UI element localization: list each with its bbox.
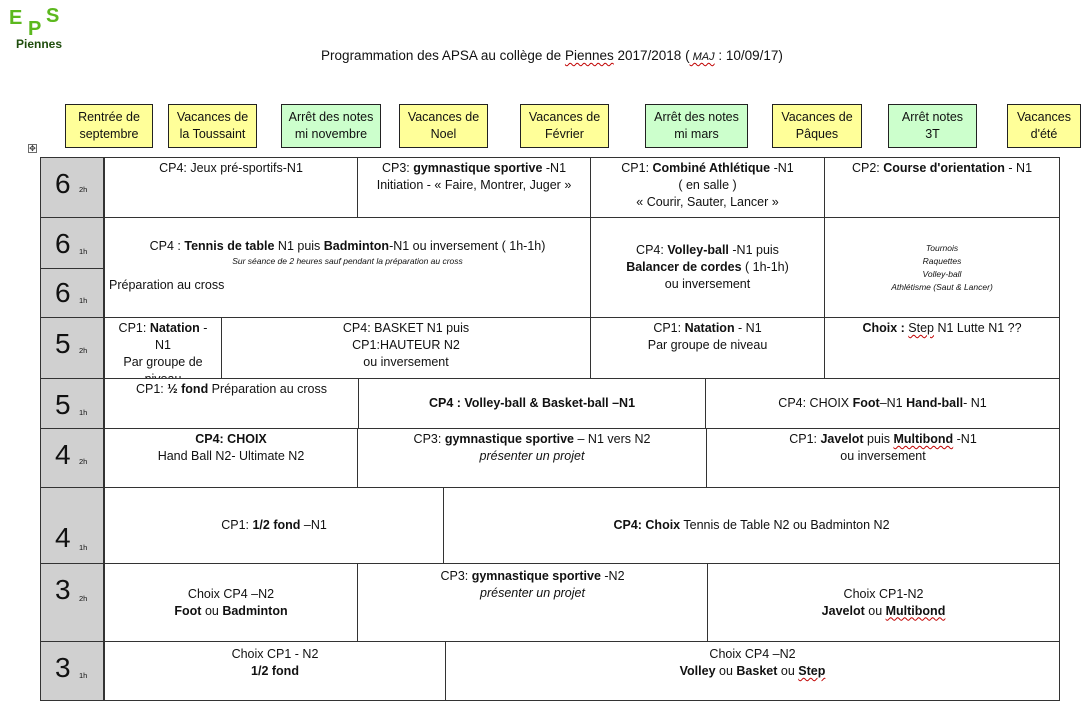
logo-letter-p: P [28, 18, 42, 40]
row-3-1h [40, 641, 1060, 701]
activity-cell: CP1: ½ fond Préparation au cross [104, 378, 359, 429]
grade-cell: 4 1h [40, 487, 104, 564]
period-toussaint: Vacances de la Toussaint [168, 104, 257, 148]
logo-word: Piennes [16, 37, 63, 51]
activity-cell: CP1: Natation - N1 Par groupe de niveau [590, 317, 825, 379]
activity-cell: CP4: CHOIX Foot–N1 Hand-ball- N1 [705, 378, 1060, 429]
grade-cell: 6 1h [40, 268, 104, 318]
row-6-1h [40, 217, 1060, 318]
grade-cell: 5 2h [40, 317, 104, 379]
activity-cell: CP4: Volley-ball -N1 puis Balancer de cordes ( 1h-1h) ou inversement [590, 217, 825, 318]
grade-cell: 6 2h [40, 157, 104, 218]
activity-cell: CP4: Jeux pré-sportifs-N1 [104, 157, 358, 218]
activity-cell: CP4 : Volley-ball & Basket-ball –N1 [358, 378, 706, 429]
activity-cell: CP1: Natation - N1 Par groupe de [104, 317, 222, 379]
activity-cell: CP3: gymnastique sportive -N1 Initiation - « Faire, Montrer, Juger » [357, 157, 591, 218]
activity-cell: CP4 : Tennis de table N1 puis Badminton-N1 ou inversement ( 1h-1h) Sur séance de 2 heures sauf pendant la préparation au cross Préparation au cross [104, 217, 591, 318]
activity-cell: CP2: Course d'orientation - N1 [824, 157, 1060, 218]
eps-logo [8, 4, 70, 52]
activity-cell: CP4: BASKET N1 puis CP1:HAUTEUR N2 ou inversement [221, 317, 591, 379]
grade-cell: 6 1h [40, 217, 104, 269]
period-noel: Vacances de Noel [399, 104, 488, 148]
activity-cell: Choix CP4 –N2 Volley ou Basket ou Step [445, 641, 1060, 701]
activity-cell: Tournois Raquettes Volley-ball Athlétisme (Saut & Lancer) [824, 217, 1060, 318]
table-move-handle-icon[interactable]: ✥ [29, 144, 36, 153]
activity-cell: CP3: gymnastique sportive -N2 présenter un projet [357, 563, 708, 642]
logo-letter-e: E [9, 7, 23, 29]
grade-cell: 4 2h [40, 428, 104, 488]
period-notes-3t: Arrêt notes 3T [888, 104, 977, 148]
period-notes-novembre: Arrêt des notes mi novembre [281, 104, 381, 148]
logo-letter-s: S [46, 5, 60, 27]
activity-cell: Choix CP1-N2 Javelot ou Multibond [707, 563, 1060, 642]
activity-cell: Choix CP4 –N2 Foot ou Badminton [104, 563, 358, 642]
page-title: Programmation des APSA au collège de Piennes 2017/2018 ( MAJ : 10/09/17) [321, 48, 783, 63]
activity-cell: CP1: Combiné Athlétique -N1 ( en salle ) « Courir, Sauter, Lancer » [590, 157, 825, 218]
activity-cell: CP1: 1/2 fond –N1 [104, 487, 444, 564]
row-5-2h [40, 317, 1060, 379]
grade-cell: 3 2h [40, 563, 104, 642]
period-fevrier: Vacances de Février [520, 104, 609, 148]
row-6-2h [40, 157, 1060, 218]
period-notes-mars: Arrêt des notes mi mars [645, 104, 748, 148]
period-paques: Vacances de Pâques [772, 104, 862, 148]
activity-cell: CP1: Javelot puis Multibond -N1 ou inversement [706, 428, 1060, 488]
period-ete: Vacances d'été [1007, 104, 1081, 148]
row-4-2h [40, 428, 1060, 488]
activity-cell: CP4: Choix Tennis de Table N2 ou Badminton N2 [443, 487, 1060, 564]
activity-cell: CP3: gymnastique sportive – N1 vers N2 présenter un projet [357, 428, 707, 488]
row-3-2h [40, 563, 1060, 642]
activity-cell: Choix CP1 - N2 1/2 fond [104, 641, 446, 701]
grade-cell: 3 1h [40, 641, 104, 701]
activity-cell: CP4: CHOIX Hand Ball N2- Ultimate N2 [104, 428, 358, 488]
row-4-1h [40, 487, 1060, 564]
grade-cell: 5 1h [40, 378, 104, 429]
period-rentree: Rentrée de septembre [65, 104, 153, 148]
row-5-1h [40, 378, 1060, 429]
activity-cell: Choix : Step N1 Lutte N1 ?? [824, 317, 1060, 379]
